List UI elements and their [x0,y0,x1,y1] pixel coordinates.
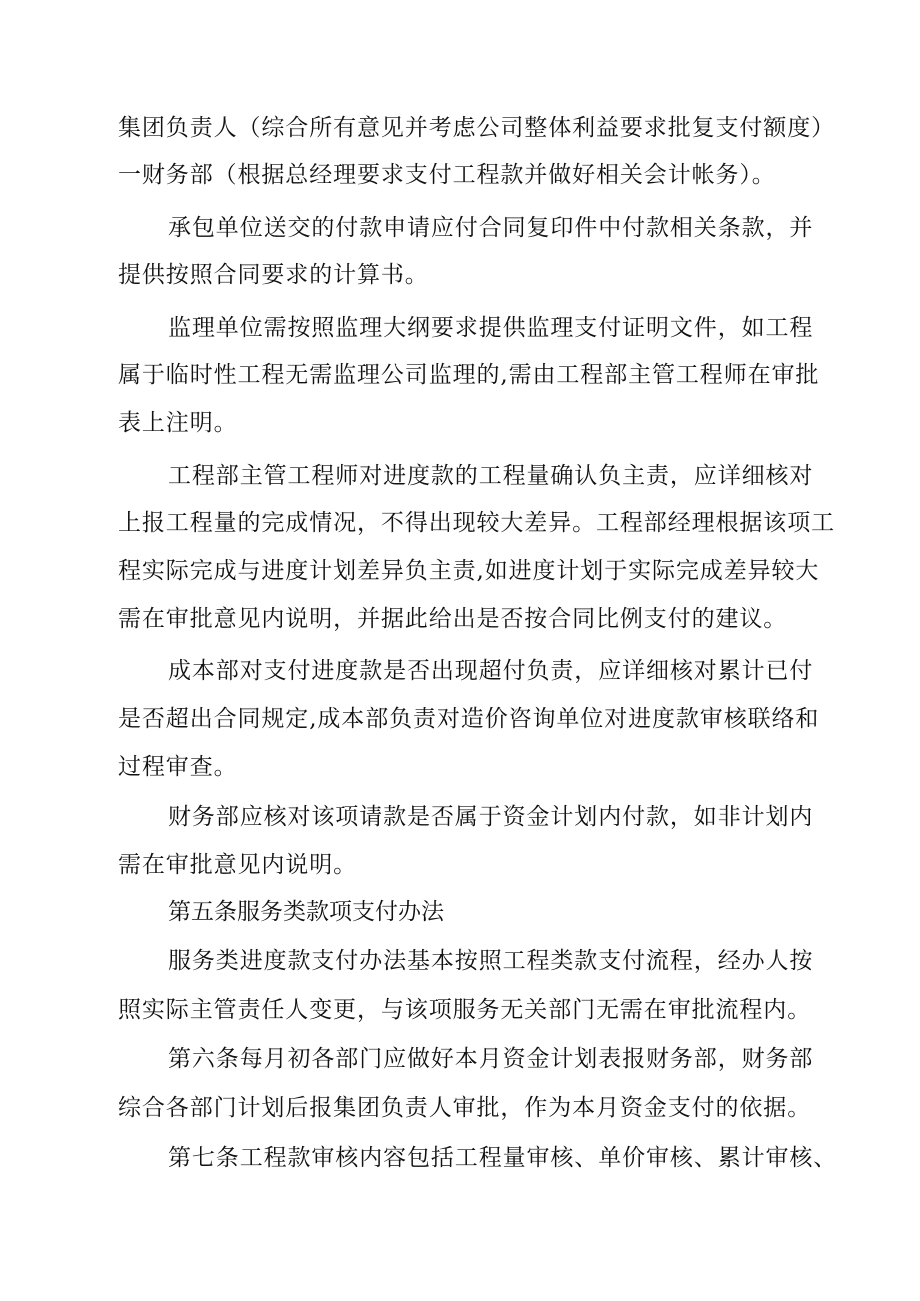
text-line: 财务部应核对该项请款是否属于资金计划内付款，如非计划内 [168,804,814,830]
text-line: 服务类进度款支付办法基本按照工程类款支付流程，经办人按 [168,948,814,974]
text-line: 集团负责人（综合所有意见并考虑公司整体利益要求批复支付额度） [118,115,835,141]
text-line: 需在审批意见内说明，并据此给出是否按合同比例支付的建议。 [118,606,788,632]
text-line: 承包单位送交的付款申请应付合同复印件中付款相关条款，并 [168,215,814,241]
text-line: 工程部主管工程师对进度款的工程量确认负主责，应详细核对 [168,463,814,489]
text-line: 需在审批意见内说明。 [118,852,357,878]
text-line: 属于临时性工程无需监理公司监理的,需由工程部主管工程师在审批 [118,362,820,388]
text-line: 成本部对支付进度款是否出现超付负责，应详细核对累计已付 [168,658,814,684]
text-line: 照实际主管责任人变更，与该项服务无关部门无需在审批流程内。 [118,997,812,1023]
text-line: 一财务部（根据总经理要求支付工程款并做好相关会计帐务）。 [118,162,776,188]
text-line: 表上注明。 [118,410,238,436]
text-line: 监理单位需按照监理大纲要求提供监理支付证明文件，如工程 [168,315,814,341]
text-line: 第六条每月初各部门应做好本月资金计划表报财务部，财务部 [168,1046,814,1072]
text-line: 提供按照合同要求的计算书。 [118,262,429,288]
text-line: 是否超出合同规定,成本部负责对造价咨询单位对进度款审核联络和 [118,706,820,732]
text-line: 过程审查。 [118,754,238,780]
text-line: 程实际完成与进度计划差异负主责,如进度计划于实际完成差异较大 [118,558,820,584]
text-line: 上报工程量的完成情况，不得出现较大差异。工程部经理根据该项工 [118,510,835,536]
text-line: 第七条工程款审核内容包括工程量审核、单价审核、累计审核、 [168,1145,838,1171]
text-line: 综合各部门计划后报集团负责人审批，作为本月资金支付的依据。 [118,1095,812,1121]
section-heading: 第五条服务类款项支付办法 [168,899,444,925]
